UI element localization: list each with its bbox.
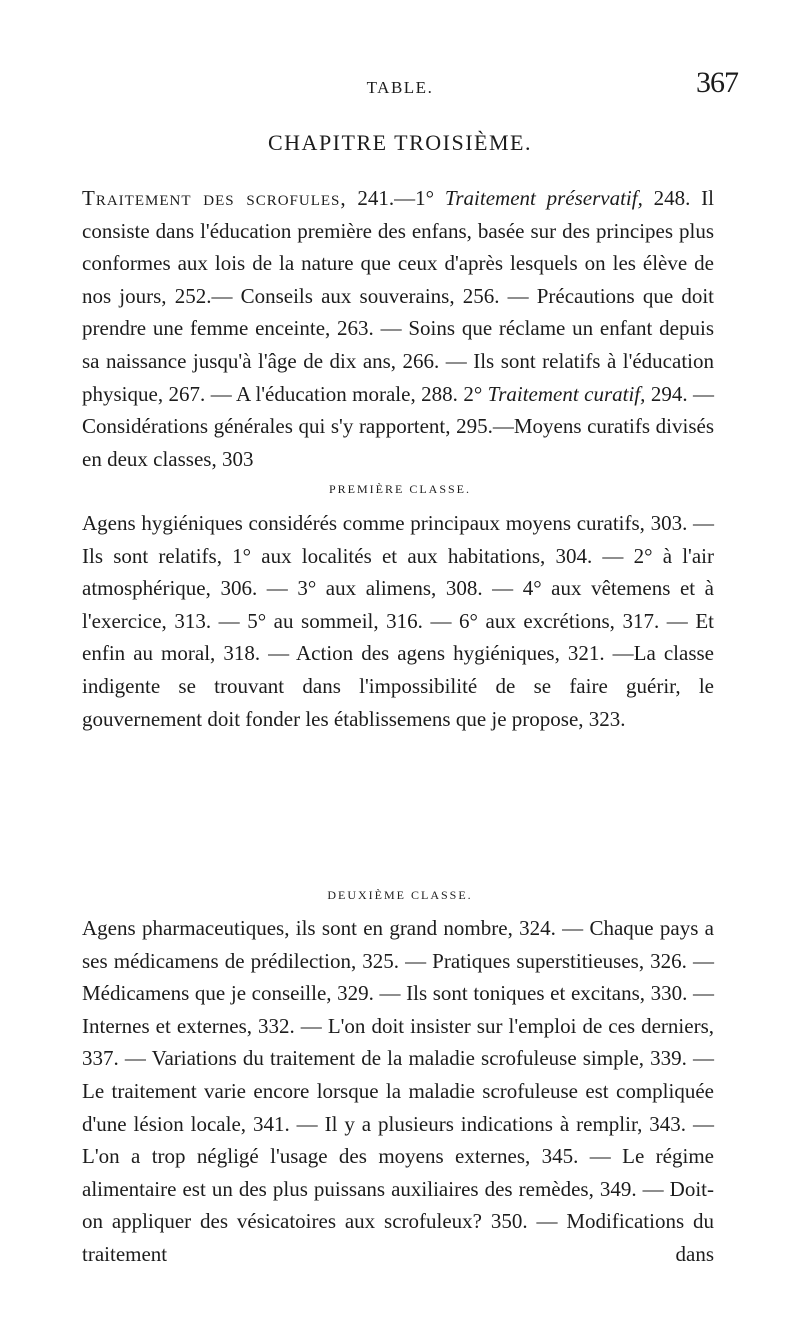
page-number: 367 bbox=[696, 66, 738, 99]
running-title: TABLE. bbox=[366, 78, 434, 97]
entry-italic-2: Traitement curatif, bbox=[487, 381, 646, 406]
section-second-class-text: Agens pharmaceutiques, ils sont en grand nombre, 324. — Chaque pays a ses médicamens de prédilection, 325. — Pratiques superstitieuses, 326. — Médicamens que je conseille, 329. — Ils sont toniques et excitans, 330. — Internes et externes, 332. — L'on doit insister sur l'emploi de ces derniers, 337. — Variations du traitement de la maladie scrofuleuse simple, 339. — Le traitement varie encore lorsque la maladie scrofuleuse est compliquée d'une lésion locale, 341. — Il y a plusieurs indications à remplir, 343. — L'on a trop négligé l'usage des moyens externes, 345. — Le régime alimentaire est un des plus puissans auxiliaires des remèdes, 349. — Doit-on appliquer des vésicatoires aux scrofuleux? 350. — Modifications du traitement dans bbox=[82, 916, 714, 1266]
entry-text-3: 294. — Considérations générales qui s'y rapportent, 295.—Moyens curatifs divisés en deux classes, 303 bbox=[82, 381, 715, 471]
entry-italic-1: Traitement préservatif, bbox=[444, 186, 643, 210]
entry-text-2: 248. Il consiste dans l'éducation première des enfans, basée sur des principes plus conformes aux lois de la nature que ceux d'après lesquels on les élève de nos jours, 252.— Conseils aux souverains, 256. — Précautions que doit prendre une femme enceinte, 263. — Soins que réclame un enfant depuis sa naissance jusqu'à l'âge de dix ans, 266. — Ils sont relatifs à l'éducation physique, 267. — A l'éducation morale, 288. 2° bbox=[82, 186, 714, 406]
intro-entry bbox=[82, 182, 714, 475]
section-heading-first-class: PREMIÈRE CLASSE. bbox=[328, 482, 471, 496]
entry-label: Traitement des scrofules, bbox=[82, 186, 347, 210]
entry-text-1: 241.—1° bbox=[346, 186, 445, 210]
chapter-title: CHAPITRE TROISIÈME. bbox=[268, 130, 532, 155]
section-first-class-text: Agens hygiéniques considérés comme principaux moyens curatifs, 303. — Ils sont relatifs, 1° aux localités et aux habitations, 304. — 2° à l'air atmosphérique, 306. — 3° aux alimens, 308. — 4° aux vêtemens et à l'exercice, 313. — 5° au sommeil, 316. — 6° aux excrétions, 317. — Et enfin au moral, 318. — Action des agens hygiéniques, 321. —La classe indigente se trouvant dans l'impossibilité de se faire guérir, le gouvernement doit fonder les établissemens que je propose, 323. bbox=[82, 511, 714, 731]
section-heading-second-class: DEUXIÈME CLASSE. bbox=[327, 888, 473, 902]
